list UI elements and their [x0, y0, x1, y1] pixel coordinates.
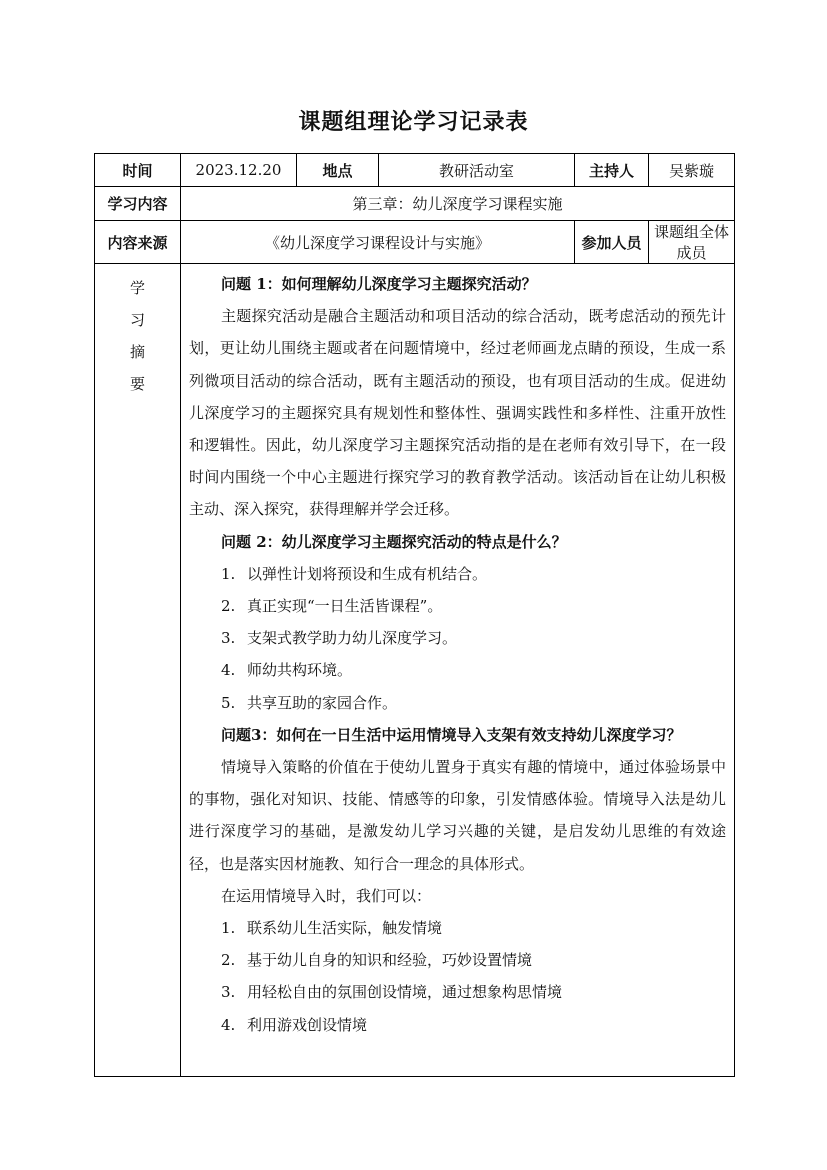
content-value: 第三章：幼儿深度学习课程实施 [181, 187, 735, 221]
question-1-heading: 问题 1：如何理解幼儿深度学习主题探究活动？ [221, 275, 537, 293]
question-1-text: 主题探究活动是融合主题活动和项目活动的综合活动，既考虑活动的预先计划，更让幼儿围绕主题或者在问题情境中，经过老师画龙点睛的预设，生成一系列微项目活动的综合活动，既有主题活动的预设，也有项目活动的生成。促进幼儿深度学习的主题探究具有规划性和整体性、强调实践性和多样性、注重开放性和逻辑性。因此，幼儿深度学习主题探究活动指的是在老师有效引导下，在一段时间内围绕一个中心主题进行探究学习的教育教学活动。该活动旨在让幼儿积极主动、深入探究，获得理解并学会迁移。 [189, 307, 726, 519]
content-label: 学习内容 [95, 187, 181, 221]
place-label: 地点 [297, 154, 379, 187]
list-item: 4. 利用游戏创设情境 [221, 1015, 368, 1034]
question-3-intro: 在运用情境导入时，我们可以： [221, 886, 432, 905]
question-3-heading: 问题3：如何在一日生活中运用情境导入支架有效支持幼儿深度学习？ [221, 725, 682, 744]
summary-label-char: 习 [129, 311, 145, 329]
time-label: 时间 [95, 154, 181, 187]
source-label: 内容来源 [95, 221, 181, 264]
summary-label-char: 摘 [129, 343, 145, 361]
host-value: 吴紫璇 [649, 154, 735, 187]
list-item: 5. 共享互助的家园合作。 [221, 693, 398, 712]
list-item: 1. 以弹性计划将预设和生成有机结合。 [221, 564, 488, 583]
summary-content [181, 264, 735, 1077]
info-row-content [95, 187, 735, 221]
time-value: 2023.12.20 [181, 154, 297, 187]
summary-label-char: 学 [129, 279, 145, 297]
info-row-time [95, 154, 735, 187]
list-item: 4. 师幼共构环境。 [221, 661, 353, 680]
summary-row [95, 264, 735, 1077]
record-table [94, 153, 735, 1077]
participants-value: 课题组全体成员 [649, 221, 735, 264]
question-2-heading: 问题 2：幼儿深度学习主题探究活动的特点是什么？ [221, 532, 567, 551]
list-item: 3. 用轻松自由的氛围创设情境，通过想象构思情境 [221, 983, 563, 1002]
info-row-source [95, 221, 735, 264]
list-item: 2. 真正实现“一日生活皆课程”。 [221, 597, 443, 616]
list-item: 1. 联系幼儿生活实际，触发情境 [221, 919, 443, 938]
place-value: 教研活动室 [379, 154, 575, 187]
summary-label-char: 要 [129, 375, 145, 393]
host-label: 主持人 [575, 154, 649, 187]
question-3-text: 情境导入策略的价值在于使幼儿置身于真实有趣的情境中，通过体验场景中的事物，强化对知识、技能、情感等的印象，引发情感体验。情境导入法是幼儿进行深度学习的基础，是激发幼儿学习兴趣的关键，是启发幼儿思维的有效途径，也是落实因材施教、知行合一理念的具体形式。 [189, 758, 726, 873]
list-item: 3. 支架式教学助力幼儿深度学习。 [221, 629, 458, 648]
summary-label [95, 264, 181, 1077]
source-value: 《幼儿深度学习课程设计与实施》 [181, 221, 575, 264]
page-title: 课题组理论学习记录表 [298, 109, 529, 135]
participants-label: 参加人员 [575, 221, 649, 264]
list-item: 2. 基于幼儿自身的知识和经验，巧妙设置情境 [221, 951, 533, 970]
